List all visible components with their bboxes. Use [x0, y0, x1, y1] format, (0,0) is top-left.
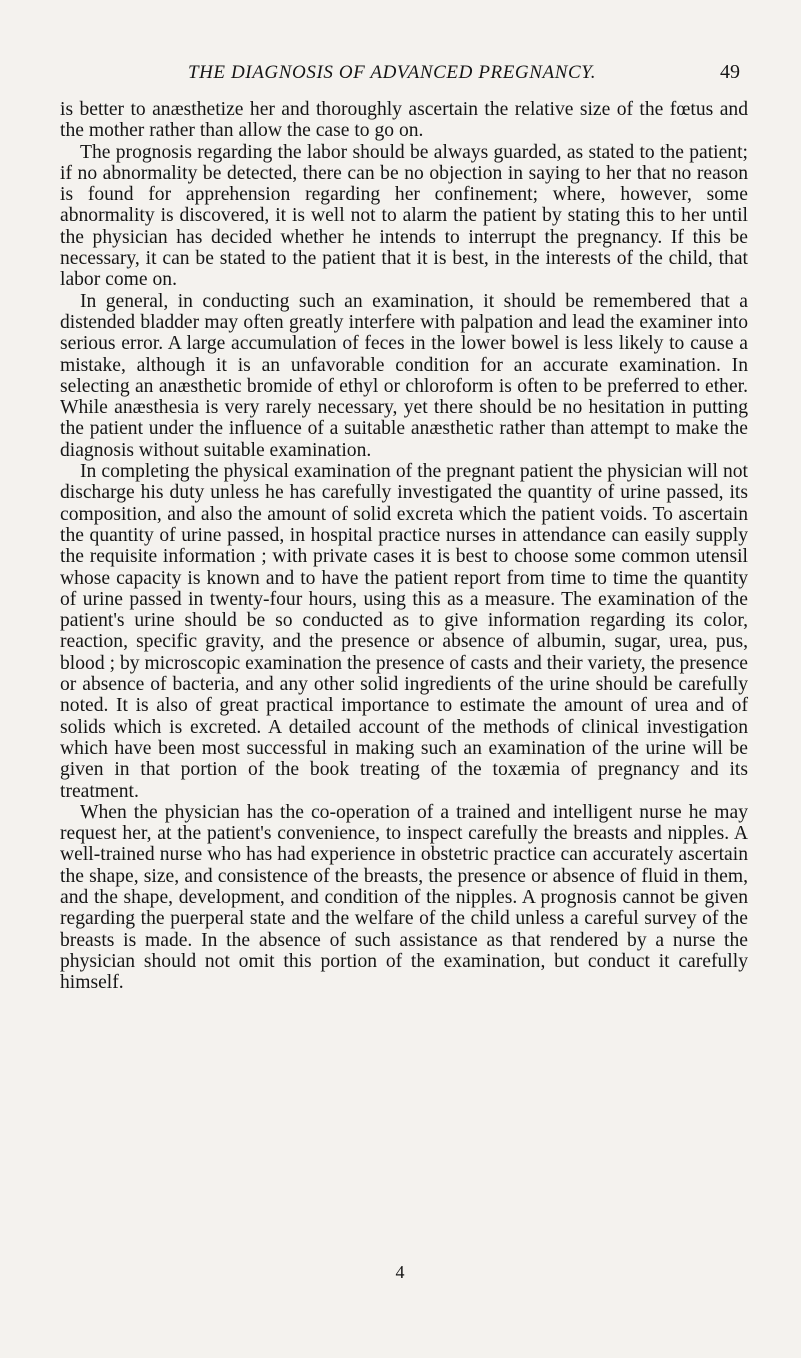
paragraph-prognosis: The prognosis regarding the labor should be always guarded, as stated to the patient; if no abnormality be detected, there can be no objection in saying to her that no reason is found for apprehension regarding her confinement; where, however, some abnormality is discovered, it is well not to alarm the patient by stating this to her until the physician has decided whether he intends to interrupt the pregnancy. If this be necessary, it can be stated to the patient that it is best, in the interests of the child, that labor come on.	[60, 141, 748, 291]
paragraph-breasts-inspection: When the physician has the co-operation of a trained and intelligent nurse he may request her, at the patient's convenience, to inspect carefully the breasts and nipples. A well-trained nurse who has had experience in obstetric practice can accurately ascertain the shape, size, and consistence of the breasts, the presence or absence of fluid in them, and the shape, development, and condition of the nipples. A prognosis cannot be given regarding the puerperal state and the welfare of the child unless a careful survey of the breasts is made. In the absence of such assistance as that rendered by a nurse the physician should not omit this portion of the examination, but conduct it carefully himself.	[60, 801, 748, 994]
paragraph-examination-conduct: In general, in conducting such an examination, it should be remembered that a distended bladder may often greatly interfere with palpation and lead the examiner into serious error. A large accumulation of feces in the lower bowel is less likely to cause a mistake, although it is an unfavorable condition for an accurate examination. In selecting an anæsthetic bromide of ethyl or chloroform is often to be preferred to ether. While anæsthesia is very rarely necessary, yet there should be no hesitation in putting the patient under the influence of a suitable anæsthetic rather than attempt to make the diagnosis without suitable examination.	[60, 290, 748, 461]
running-title: THE DIAGNOSIS OF ADVANCED PREGNANCY.	[187, 62, 597, 83]
body-text	[60, 99, 748, 993]
paragraph-continuation: is better to anæsthetize her and thoroughly ascertain the relative size of the fœtus and the mother rather than allow the case to go on.	[60, 99, 748, 142]
paragraph-urine-examination: In completing the physical examination of the pregnant patient the physician will not discharge his duty unless he has carefully investigated the quantity of urine passed, its composition, and also the amount of solid excreta which the patient voids. To ascertain the quantity of urine passed, in hospital practice nurses in attendance can easily supply the requisite information ; with private cases it is best to choose some common utensil whose capacity is known and to have the patient report from time to time the quantity of urine passed in twenty-four hours, using this as a measure. The examination of the patient's urine should be so conducted as to give information regarding its color, reaction, specific gravity, and the presence or absence of albumin, sugar, urea, pus, blood ; by microscopic examination the presence of casts and their variety, the presence or absence of bacteria, and any other solid ingredients of the urine should be carefully noted. It is also of great practical importance to estimate the amount of urea and of solids which is excreted. A detailed account of the methods of clinical investigation which have been most successful in making such an examination of the urine will be given in that portion of the book treating of the toxæmia of pregnancy and its treatment.	[60, 461, 748, 802]
page-number: 49	[720, 61, 740, 83]
signature-mark: 4	[395, 1262, 405, 1282]
